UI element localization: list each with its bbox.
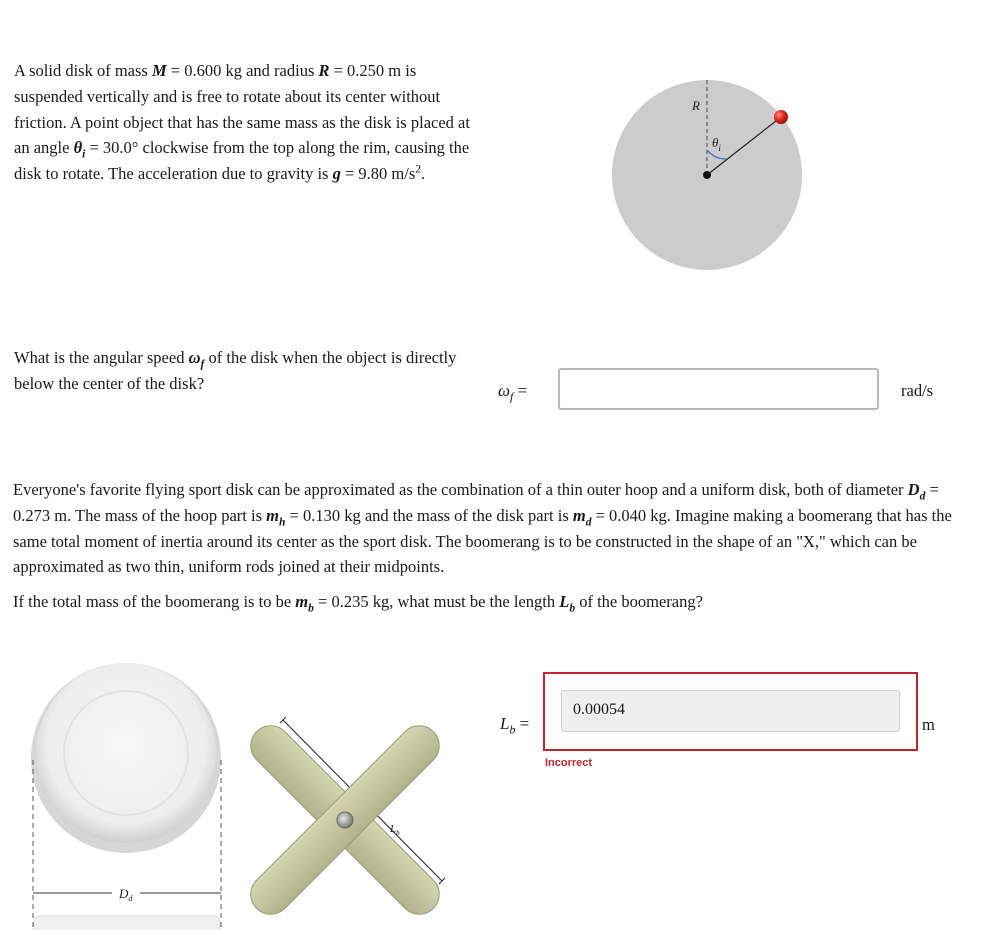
question-1-text: What is the angular speed $\omega_f$ of the disk when the object is directly below the center of the disk? [14,348,457,393]
boomerang-mass-symbol: $m_b$ [295,592,314,615]
omega-answer-label: $\omega_f$ = [498,381,528,404]
point-object [774,110,788,124]
disk-mass-symbol: $m_d$ [572,505,592,529]
disk-center-dot [703,171,711,179]
length-label: $L_b$ [390,823,400,837]
length-answer-input[interactable]: 0.00054 [561,690,900,732]
gravity-symbol: g [332,164,341,184]
incorrect-feedback: Incorrect [545,757,593,769]
length-symbol: $L_b$ [559,592,576,615]
length-unit: m [922,715,935,734]
question-2-text: If the total mass of the boomerang is to be $m_b = 0.235$ kg, what must be the length $L_b$ of the boomerang? [13,592,703,615]
radius-symbol: R [318,61,330,80]
hoop-mass-symbol: $m_h$ [266,505,286,529]
theta-label: $\theta_i$ [712,135,721,153]
problem-2-statement: Everyone's favorite flying sport disk can be approximated as the combination of a thin outer hoop and a uniform disk, both of diameter $D_d = 0.273$ m. The mass of the hoop part is $m_h = 0.130$ kg and the mass of the disk part is $m_d = 0.040$ kg. Imagine making a boomerang that has the same total moment of inertia around its center as the sport disk. The boomerang is to be constructed in the shape of an "X," which can be approximated as two thin, uniform rods joined at their midpoints. [13,480,952,577]
boomerang-pivot [337,812,353,828]
omega-answer-input[interactable] [558,368,879,410]
mass-symbol: M [151,61,167,80]
disk-diagram [600,70,820,285]
theta-symbol: $\theta_i$ [73,138,86,161]
length-answer-label: $L_b$ = [500,714,530,737]
problem-1-statement: A solid disk of mass M = 0.600 kg and radius R = 0.250 m is suspended vertically and is free to rotate about its center without friction. A point object that has the same mass as the disk is placed at an angle $\theta_i = 30.0^\circ$ clockwise from the top along the rim, causing the disk to rotate. The acceleration due to gravity is g = 9.80 $m/s^2$. [14,61,470,184]
disk-and-boomerang-diagram [0,640,480,930]
diameter-symbol: $D_d$ [907,480,926,503]
second-disk-edge [34,916,220,930]
diameter-label: $D_d$ [119,886,133,903]
r-label: R [692,98,700,113]
omega-unit: rad/s [901,381,934,400]
omega-symbol: $\omega_f$ [188,348,205,371]
